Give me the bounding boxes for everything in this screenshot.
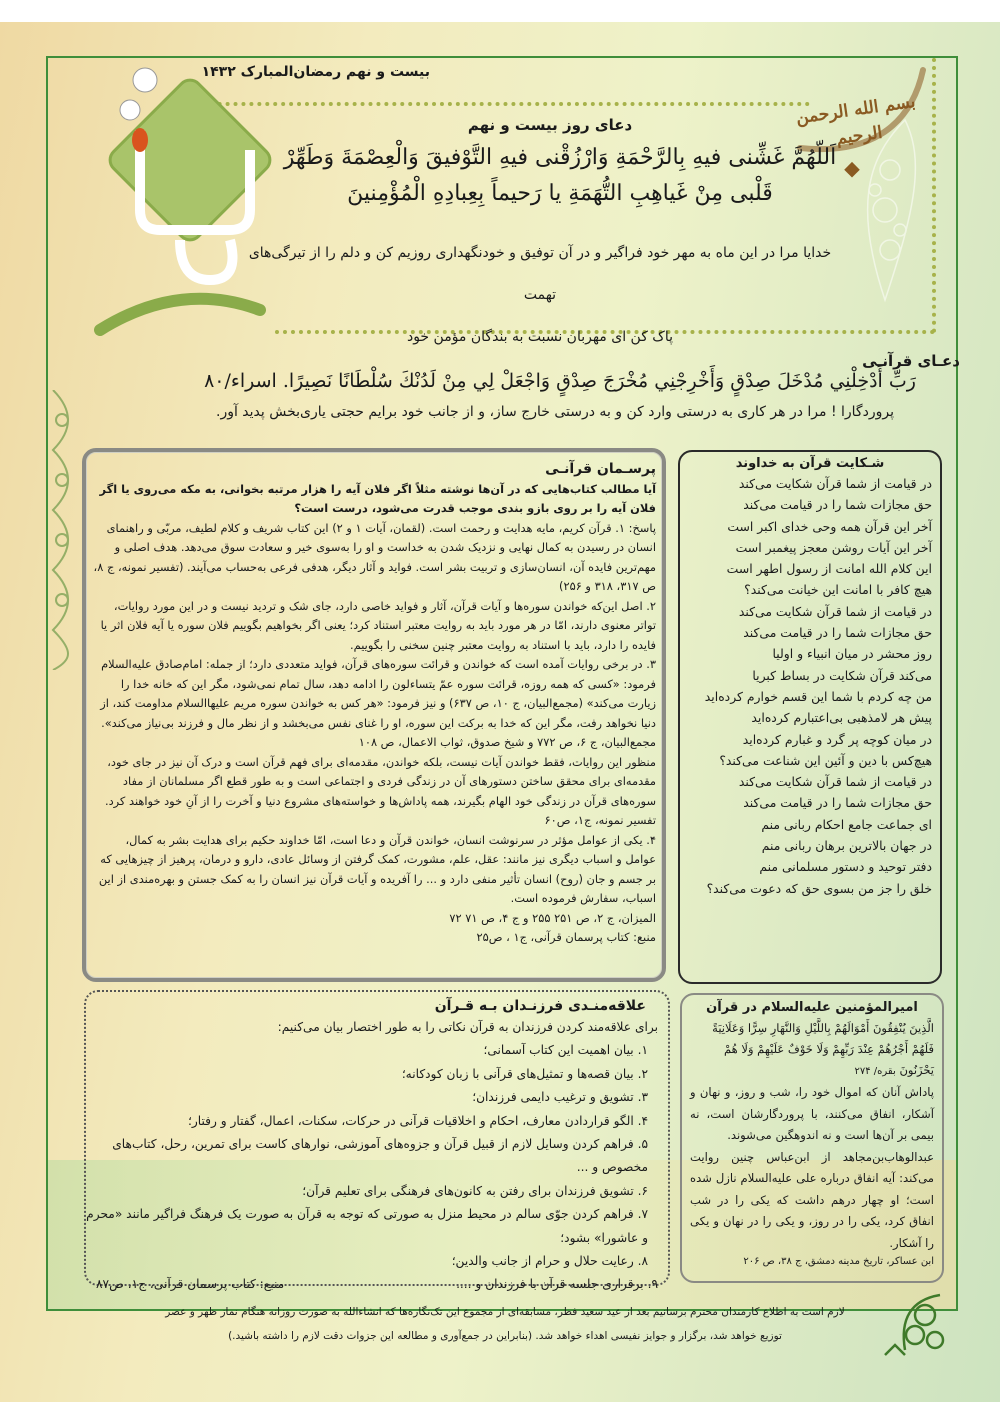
quranic-prayer-title: دعـای قرآنـی [862,352,960,370]
translation-line-2: پاک کن ای مهربان نسبت به بندگان مؤمن خود [406,329,674,345]
complaint-poem [680,473,940,899]
poem-line: در قیامت از شما قرآن شکایت می‌کند [738,476,932,491]
footer-notice [160,1300,850,1348]
children-list-item: ۶. تشویق فرزندان برای رفتن به کانون‌های فرهنگی برای تعلیم قرآن؛ [302,1183,648,1198]
porseman-paragraph: منظور این روایات، فقط خواندن آیات نیست، بلکه خواندن، مقدمه‌ای برای فهم قرآن است و درک آن نیز در جای خود، مقدمه‌ای برای محقق ساختن دستورهای آن در زندگی فردی و اجتماعی است و به طور قطع اگر مسلمانان از مفاد سوره‌های قرآن در زندگی خود الهام بگیرند، همه پاداش‌ها و خواسته‌های مشروع دنیا و آخرت را از آنِ خود خواهند کرد. تفسیر نمونه، ج۱، ص۶۰ [104,754,656,827]
arabesque-ornament-icon [845,110,925,310]
porseman-qurani-box [82,448,666,982]
children-list-item: ۲. بیان قصه‌ها و تمثیل‌های قرآنی با زبان کودکانه؛ [401,1066,648,1081]
dotted-divider-vertical [932,58,936,333]
left-border-ornament-icon [48,390,78,670]
poem-line: روز محشر در میان انبیاء و اولیا [772,646,932,662]
porseman-title: پرسـمان قرآنـی [545,461,656,477]
complaint-title: شـکایت قرآن به خداوند [735,456,885,471]
children-list-item: ۷. فراهم کردن جوّی سالم در محیط منزل به صورتی که توجه به قرآن به صورت یک فرهنگ فراگیر مانند «محرم و عاشورا» بشود؛ [86,1207,648,1245]
translation-line-1: خدایا مرا در این ماه به مهر خود فراگیر و در آن توفیق و خودنگهداری روزیم کن و دلم را از تیرگی‌های تهمت [248,245,832,303]
poem-line: می‌کند قرآن شکایت در بساط کبریا [752,667,932,683]
amir-arabic-text: الَّذِينَ يُنْفِقُونَ أَمْوَالَهُمْ بِاللَّيْلِ وَالنَّهَارِ سِرًّا وَعَلَانِيَةً فَلَهُمْ أَجْرُهُمْ عِنْدَ رَبِّهِمْ وَلَا خَوْفٌ عَلَيْهِمْ وَلَا هُمْ يَحْزَنُونَ [712,1021,934,1077]
amir-narration: عبدالوهاب‌بن‌مجاهد از ابن‌عباس چنین روایت می‌کند: آیه انفاق درباره علی علیه‌السلام نازل شده است؛ او چهار درهم داشت که یکی را در شب انفاق کرد، یکی را در روز، و یکی را در نهان و یکی را آشکار. [690,1149,934,1250]
children-title: علاقه‌منـدی فرزنـدان بـه قـرآن [434,998,646,1014]
children-last-item: ۹. برقراری جلسه قرآن با فرزندان و .... [456,1277,658,1292]
children-source: منبع: کتاب پرسمان قرآنی، ج۱، ص۸۷ [96,1277,285,1292]
poem-line: در میان کوچه پر گرد و غبارم کرده‌اید [742,731,932,747]
amir-al-momenin-box [680,993,944,1283]
daily-prayer-translation [240,232,840,358]
poem-line: خلق را جز من بسوی حق که دعوت می‌کند؟ [706,880,932,896]
poem-line: دفتر توحید و دستور مسلمانی منم [759,859,932,875]
poem-line: این کلام الله امانت از رسول اطهر است [726,561,932,577]
amir-translation: پاداش آنان که اموال خود را، شب و روز، و نهان و آشکار، انفاق می‌کنند، با پروردگارشان است، نه بیمی بر آن‌ها است و نه اندوهگین می‌شوند. [690,1085,934,1142]
children-list-item: ۵. فراهم کردن وسایل لازم از قبیل قرآن و جزوه‌های آموزشی، نوارهای کاست برای تمرین، رحل، کتاب‌های مخصوص و ... [112,1137,648,1175]
amir-title: امیرالمؤمنین علیه‌السلام در قرآن [706,1000,918,1015]
children-list [86,1016,668,1273]
notice-line-2: توزیع خواهد شد، برگزار و جوایز نفیسی اهداء خواهد شد. (بنابراین در جمع‌آوری و مطالعه این جزوات دقت لازم را داشته باشید.) [228,1330,782,1342]
date-label: بیست و نهم رمضان‌المبارک ۱۴۳۲ [201,64,430,80]
corner-floral-ornament-icon [880,1290,950,1360]
poem-line: در جهان بالاترین برهان ربانی منم [761,838,932,854]
poem-line: در قیامت از شما قرآن شکایت می‌کند [738,603,932,619]
porseman-paragraph: ۲. اصل این‌که خواندن سوره‌ها و آیات قرآن، آثار و فواید خاصی دارد، جای شک و تردید نیست و در این مورد روایات، تواتر معنوی دارند، امّا در هر مورد باید به روایت معتبر استناد کرد؛ یعنی اگر بخواهیم بگوییم فلان سوره یا آیه فلان اثر یا فایده را دارد، باید با استناد به روایت معتبر چنین سخنی را بگوییم. [100,598,656,652]
amir-arabic-reference: بقره/ ۲۷۴ [854,1066,896,1077]
poem-line: آخر این قرآن همه وحی خدای اکبر است [727,518,932,534]
porseman-reference: المیزان، ج ۲، ص ۲۵۱ ۲۵۵ و ج ۴، ص ۷۱ ۷۲ [449,910,656,925]
amir-arabic-verse [682,1018,942,1082]
poem-line: آخر این آیات روشن معجز پیغمبر است [735,539,932,555]
poem-line: هیچ‌کس با دین و آئین این شناعت می‌کند؟ [719,752,932,768]
poem-line: ای جماعت جامع احکام ربانی منم [761,816,932,832]
porseman-question: آیا مطالب کتاب‌هایی که در آن‌ها نوشته مثلاً اگر فلان آیه را هزار مرتبه بخوانی، به مکه می‌روی یا اگر فلان آیه را بر روی بازو بندی موجب قدرت می‌شود، درست است؟ [99,481,656,515]
daily-prayer-arabic: اَللّهُمَّ غَشِّنی فیهِ بِالرَّحْمَةِ وَارْزُقْنی فیهِ التَّوْفیقَ وَالْعِصْمَةَ وَطَهِّرْ قَلْبی مِنْ غَیاهِبِ التُّهَمَةِ یا رَحیماً بِعِبادِهِ الْمُؤْمِنینَ [283,145,837,206]
children-list-item: ۱. بیان اهمیت این کتاب آسمانی؛ [483,1043,648,1058]
children-intro: برای علاقه‌مند کردن فرزندان به قرآن نکاتی را به طور اختصار بیان می‌کنیم: [277,1020,658,1034]
children-footer [86,1273,668,1296]
amir-source: ابن عساکر، تاریخ مدینه دمشق، ج ۳۸، ص ۲۰۶ [743,1256,934,1267]
quran-complaint-box [678,450,942,984]
poem-line: حق مجازات شما را در قیامت می‌کند [743,795,932,811]
poem-line: هیچ کافر با امانت این خیانت می‌کند؟ [744,582,932,598]
poem-line: در قیامت از شما قرآن شکایت می‌کند [738,774,932,790]
children-list-item: ۸. رعایت حلال و حرام از جانب والدین؛ [451,1254,648,1269]
porseman-source: منبع: کتاب پرسمان قرآنی، ج۱ ، ص۲۵ [476,930,656,944]
poem-line: من چه کردم با شما این قسم خوارم کرده‌اید [704,688,932,704]
poem-line: حق مجازات شما را در قیامت می‌کند [743,625,932,641]
porseman-paragraph: ۴. یکی از عوامل مؤثر در سرنوشت انسان، خواندن قرآن و دعا است، امّا خداوند حکیم برای هدایت بشر به کمال، عوامل و اسباب دیگری نیز مانند: عقل، علم، مشورت، کمک گرفتن از وسائل عادی، دارو و درمان، پرهیز از چیزهایی که بر جسم و جان (روح) انسان تأثیر منفی دارد و ... را آفریده و آیات قرآن نیز انسان را به کمک جستن و بهره‌مندی از این اسباب، سفارش فرموده است. [98,832,656,905]
porseman-paragraph: ۳. در برخی روایات آمده است که خواندن و قرائت سوره‌های قرآن، فواید متعددی دارد؛ از جمله: امام‌صادق علیه‌السلام فرمود: «کسی که همه روزه، قرائت سوره عمّ یتساءلون را ادامه دهد، سال تمام نمی‌شود، مگر این که خانه خدا را زیارت می‌کند» (مجمع‌البیان، ج ۱۰، ص ۶۳۷) و نیز فرمود: «هر کس به خواندن سوره مریم علیها‌السلام مداومت کند، از دنیا نخواهد رفت، مگر این که خدا به برکت این سوره، او را غنای نفس می‌بخشد و از نظر مال و فرزند بی‌نیاز می‌کند». مجمع‌البیان، ج ۶، ص ۷۷۲ و شیخ صدوق، ثواب الاعمال، ص ۱۰۸ [100,657,656,749]
notice-line-1: لازم است به اطلاع کارمندان محترم برسانیم بعد از عید سعید فطر، مسابقه‌ای از مجموع این تک‌نگاره‌ها که انشاءالله به صورت روزانه هنگام نماز ظهر و عصر [165,1306,845,1318]
children-list-item: ۳. تشویق و ترغیب دایمی فرزندان؛ [472,1090,648,1105]
bismillah-text: بسم الله الرحمن الرحیم [794,91,917,149]
children-list-item: ۴. الگو قراردادن معارف، احکام و اخلاقیات قرآنی در حرکات، سکنات، اعمال، گفتار و رفتار؛ [188,1113,648,1128]
poem-line: پیش هر لامذهبی بی‌اعتبارم کرده‌اید [751,710,932,726]
daily-prayer-title: دعای روز بیست و نهم [467,116,633,134]
poem-line: حق مجازات شما را در قیامت می‌کند [743,497,932,513]
children-quran-box [84,990,670,1292]
quranic-prayer-arabic: رَبِّ أَدْخِلْنِي مُدْخَلَ صِدْقٍ وَأَخْرِجْنِي مُخْرَجَ صِدْقٍ وَاجْعَلْ لِي مِنْ لَدُنْكَ سُلْطَانًا نَصِيرًا. اسراء/۸۰ [204,370,916,392]
porseman-paragraph: پاسخ: ۱. قرآن کریم، مایه هدایت و رحمت است. (لقمان، آیات ۱ و ۲) این کتاب شریف و کلام لطیف، مربّی و راهنمای انسان در رسیدن به کمال نهایی و نزدیک شدن به خداست و او را به‌سوی خیر و سعادت سوق می‌دهد. هدف اصلی و مهم‌ترین فایده آن، انسان‌سازی و تربیت بشر است. فواید و آثار دیگر، هدفی فرعی به‌حساب می‌آیند. (تفسیر نمونه، ج ۸، ص ۳۱۷، ۳۱۸ و ۲۵۶) [93,520,656,593]
quranic-prayer-translation: پروردگارا ! مرا در هر کاری به درستی وارد کن و به درستی خارج ساز، و از جانب خود برایم حجتی یاری‌بخش پدید آور. [216,404,894,420]
